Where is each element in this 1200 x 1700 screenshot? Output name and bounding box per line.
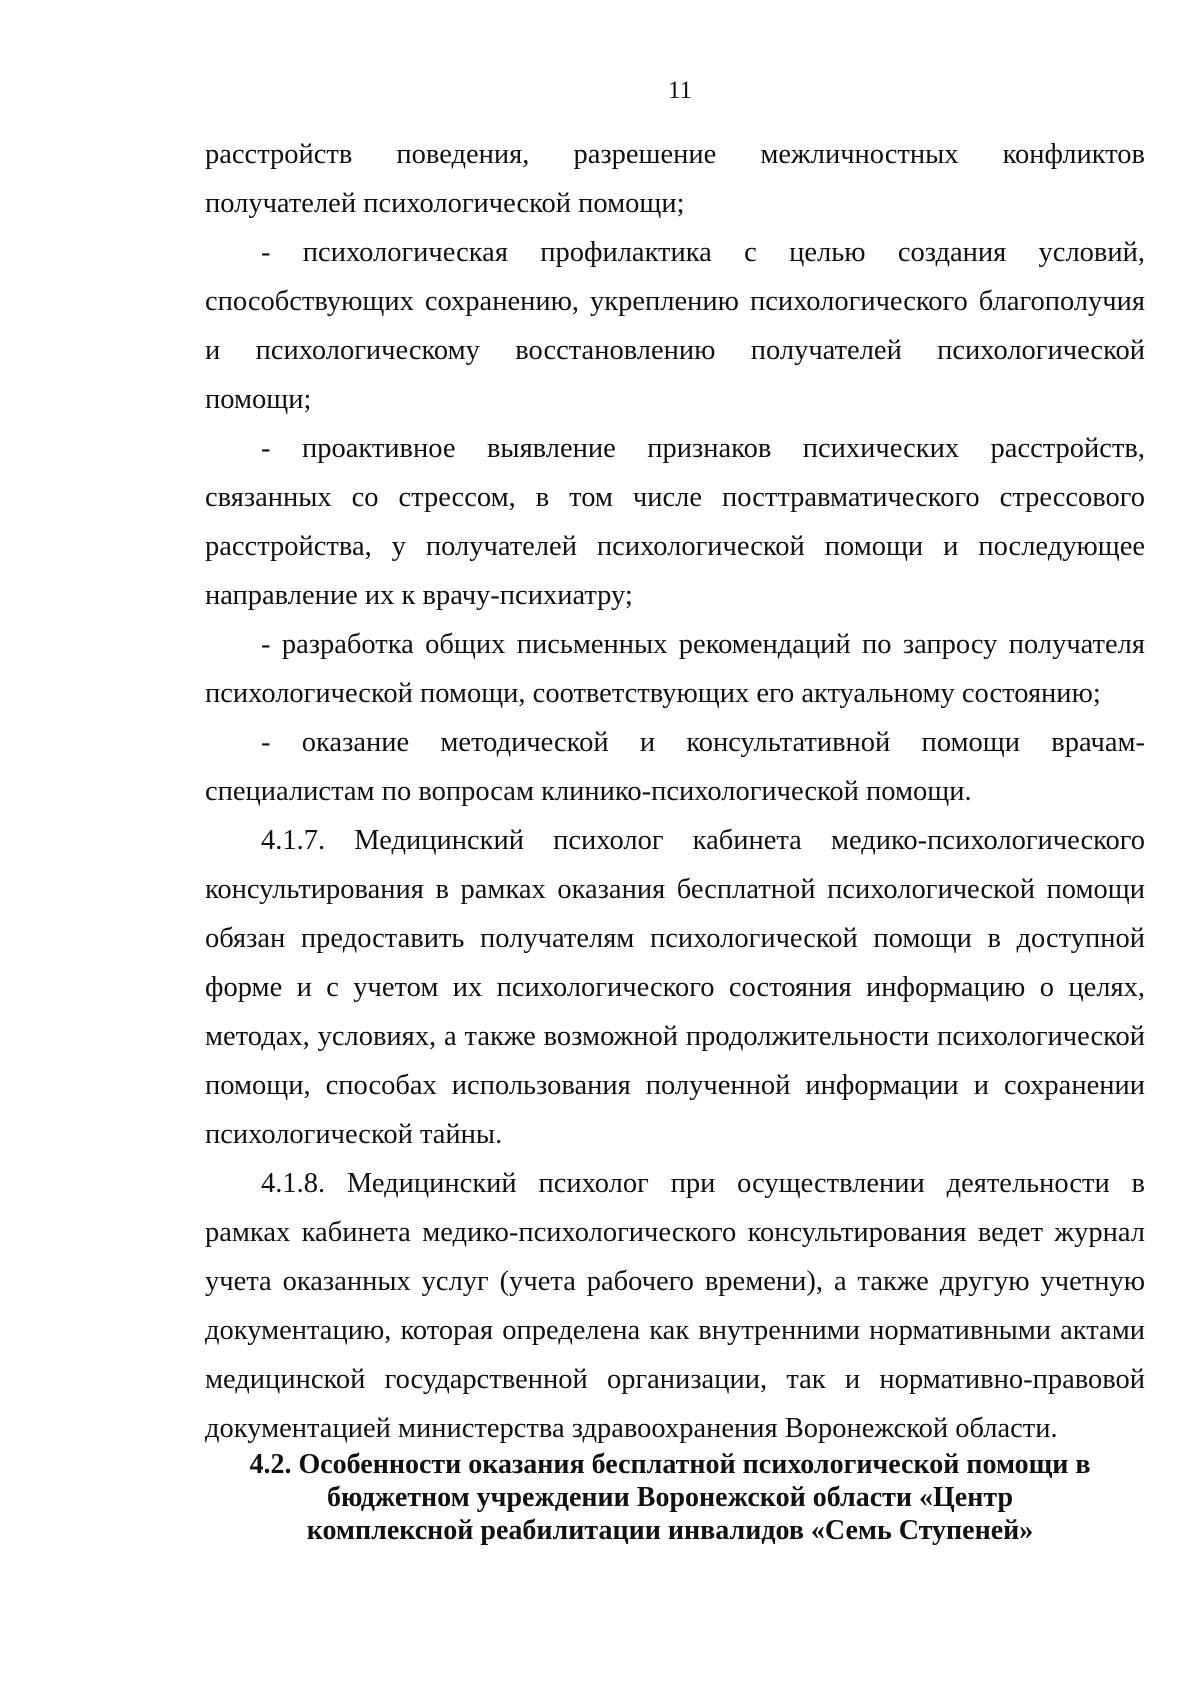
section-heading-line: 4.2. Особенности оказания бесплатной психологической помощи в (249, 1449, 1091, 1480)
section-heading-line: комплексной реабилитации инвалидов «Семь Ступеней» (306, 1515, 1034, 1546)
clause-4-1-8: 4.1.8. Медицинский психолог при осуществлении деятельности в рамках кабинета медико-психологического консультирования ведет журнал учета оказанных услуг (учета рабочего времени), а также другую учетную документацию, которая определена как внутренними нормативными актами медицинской государственной организации, так и нормативно-правовой документацией министерства здравоохранения Воронежской области. (205, 1168, 1145, 1444)
section-heading-line: бюджетном учреждении Воронежской области «Центр (326, 1482, 1014, 1513)
paragraph-continuation: расстройств поведения, разрешение межличностных конфликтов получателей психологической помощи; (205, 139, 1145, 219)
page-number: 11 (667, 77, 693, 104)
list-item-recommendations: - разработка общих письменных рекомендаций по запросу получателя психологической помощи, соответствующих его актуальному состоянию; (205, 629, 1145, 709)
list-item-detection: - проактивное выявление признаков психических расстройств, связанных со стрессом, в том числе посттравматического стрессового расстройства, у получателей психологической помощи и последующее направление их к врачу-психиатру; (205, 433, 1145, 611)
list-item-consulting: - оказание методической и консультативной помощи врачам-специалистам по вопросам клинико-психологической помощи. (205, 727, 1145, 807)
document-body (205, 130, 1145, 1453)
section-heading (200, 1448, 1140, 1547)
list-item-prevention: - психологическая профилактика с целью создания условий, способствующих сохранению, укреплению психологического благополучия и психологическому восстановлению получателей психологической помощи; (205, 237, 1145, 415)
clause-4-1-7: 4.1.7. Медицинский психолог кабинета медико-психологического консультирования в рамках оказания бесплатной психологической помощи обязан предоставить получателям психологической помощи в доступной форме и с учетом их психологического состояния информацию о целях, методах, условиях, а также возможной продолжительности психологической помощи, способах использования полученной информации и сохранении психологической тайны. (205, 825, 1145, 1150)
